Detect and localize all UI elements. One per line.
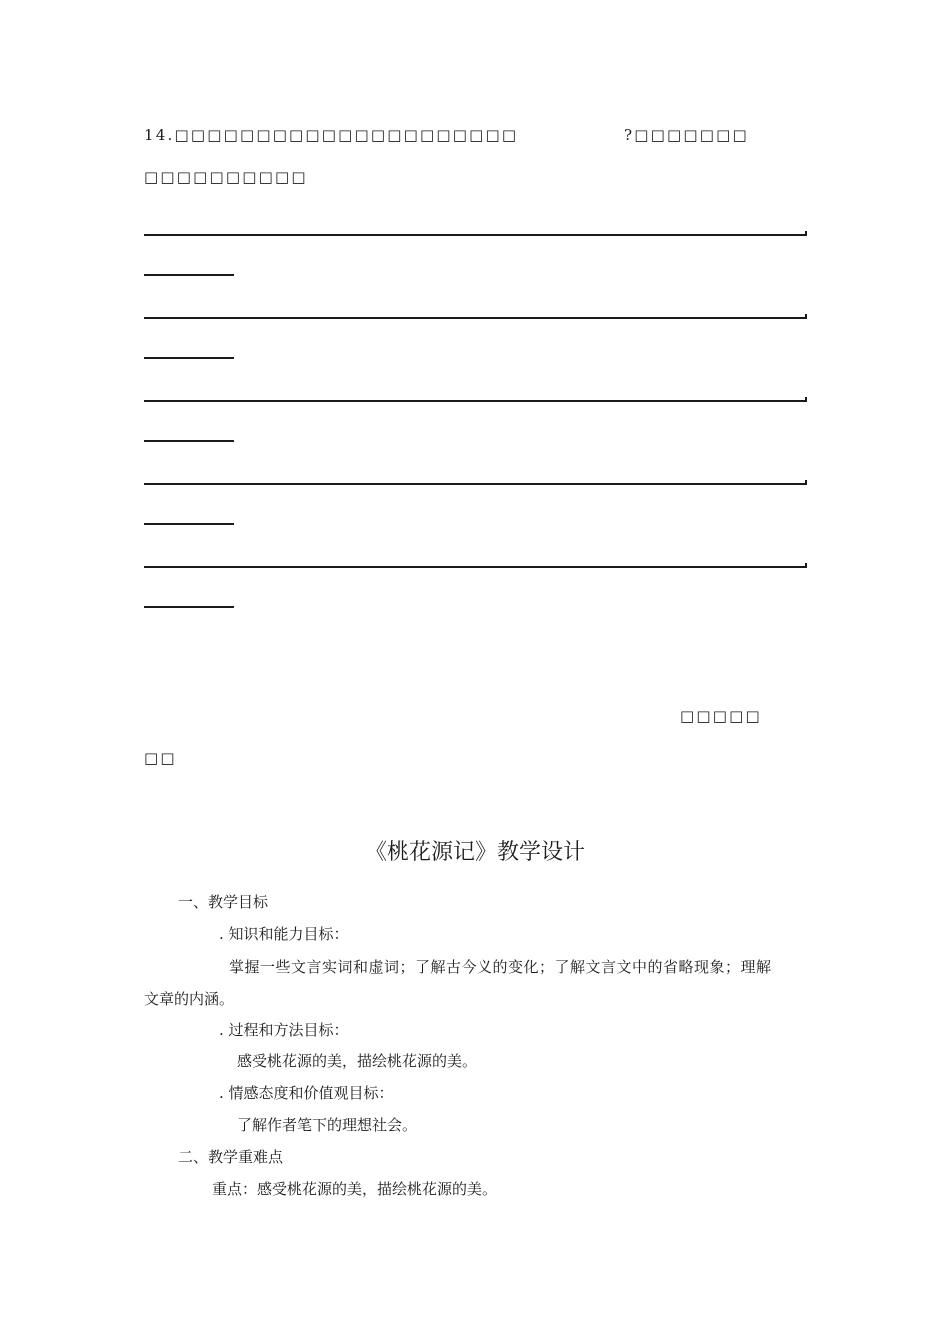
question-prompt: 14.□□□□□□□□□□□□□□□□□□□□□ <box>144 126 519 144</box>
goal-heading: . 知识和能力目标： <box>219 925 349 943</box>
section-heading: 一、教学目标 <box>178 893 269 911</box>
goal-heading: . 情感态度和价值观目标： <box>219 1084 394 1102</box>
answer-line-end[interactable] <box>144 274 234 276</box>
lesson-title: 《桃花源记》教学设计 <box>364 840 585 865</box>
answer-line[interactable] <box>144 317 806 319</box>
answer-line[interactable] <box>144 400 806 402</box>
answer-line-end[interactable] <box>144 440 234 442</box>
goal-text: 感受桃花源的美，描绘桃花源的美。 <box>237 1052 478 1070</box>
goal-heading: . 过程和方法目标： <box>219 1021 349 1039</box>
goal-text: 文章的内涵。 <box>144 990 235 1008</box>
section-heading: 二、教学重难点 <box>178 1148 284 1166</box>
answer-line-end[interactable] <box>144 357 234 359</box>
answer-line[interactable] <box>144 566 806 568</box>
answer-line[interactable] <box>144 483 806 485</box>
goal-text: 掌握一些文言实词和虚词；了解古今义的变化；了解文言文中的省略现象；理解 <box>229 958 772 976</box>
answer-line-end[interactable] <box>144 523 234 525</box>
question-prompt-line2: □□□□□□□□□□ <box>144 168 308 186</box>
garbled-text: □□ <box>144 749 177 767</box>
answer-line-end[interactable] <box>144 606 234 608</box>
question-prompt-tail: ?□□□□□□□ <box>624 126 749 144</box>
garbled-text: □□□□□ <box>680 707 762 725</box>
answer-line[interactable] <box>144 234 806 236</box>
key-point: 重点：感受桃花源的美，描绘桃花源的美。 <box>212 1180 498 1198</box>
goal-text: 了解作者笔下的理想社会。 <box>237 1116 418 1134</box>
